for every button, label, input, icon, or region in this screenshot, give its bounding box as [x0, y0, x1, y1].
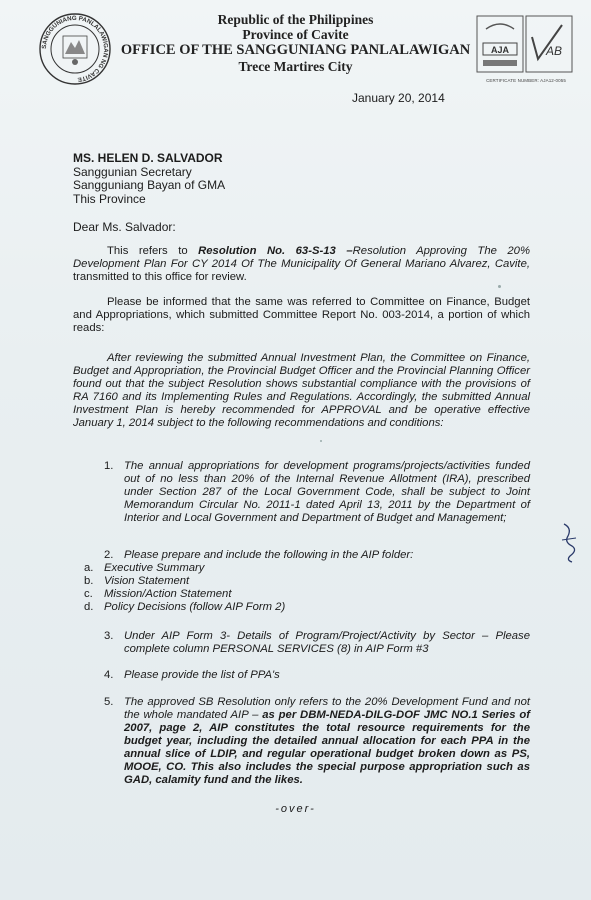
list-item-2	[84, 549, 530, 614]
list-item-1	[104, 460, 530, 525]
addressee-name: MS. HELEN D. SALVADOR	[73, 151, 223, 165]
certificate-number: CERTIFICATE NUMBER: AJA12-0055	[486, 78, 566, 83]
sub-item-text: Vision Statement	[104, 575, 190, 587]
handwritten-initial-icon	[558, 520, 582, 564]
item-number: 4.	[104, 669, 114, 681]
sub-item-text: Mission/Action Statement	[104, 588, 232, 600]
certification-logo-icon	[476, 15, 574, 75]
seal-text: SANGGUNIANG PANLALAWIGAN NG CAVITE	[40, 14, 110, 83]
letterhead-republic: Republic of the Philippines	[217, 12, 374, 27]
list-item-5	[104, 696, 530, 787]
item-2-text: Please prepare and include the following in the AIP folder:	[124, 549, 414, 561]
letterhead	[120, 12, 471, 74]
para2-text: Please be informed that the same was referred to Committee on Finance, Budget and Appropriations, which submitted Committee Report No. 003-2014, a portion of which reads:	[73, 296, 530, 334]
resolution-title: Resolution Approving The 20% Development Plan For CY 2014 Of The Municipality Of General Mariano Alvarez, Cavite,	[73, 245, 530, 270]
paragraph-reference	[73, 245, 530, 284]
letterhead-city: Trece Martires City	[238, 59, 353, 74]
item-number: 3.	[104, 630, 114, 642]
item-number: 1.	[104, 460, 114, 472]
page-over-footer: -over-	[275, 803, 316, 815]
para1-lead: This refers to	[107, 245, 199, 257]
letterhead-province: Province of Cavite	[242, 27, 349, 42]
addressee-title: Sanggunian Secretary	[73, 164, 192, 179]
paragraph-committee-report	[73, 352, 530, 430]
paper-speck	[498, 285, 501, 288]
paragraph-referral	[73, 296, 530, 335]
para1-tail: transmitted to this office for review.	[73, 271, 247, 283]
sub-letter: b.	[84, 575, 94, 587]
salutation: Dear Ms. Salvador:	[73, 220, 176, 234]
addressee-office: Sangguniang Bayan of GMA	[73, 178, 226, 192]
sub-letter: d.	[84, 601, 94, 613]
list-item-4	[104, 669, 530, 682]
addressee-block	[73, 152, 225, 206]
sub-letter: c.	[84, 588, 93, 600]
cert-ab: AB	[546, 44, 563, 58]
item-5-text-b: as per DBM-NEDA-DILG-DOF JMC NO.1 Series of 2007, page 2, AIP constitutes the total resource requirements for the budget year, including the detailed annual allocation for each PPA in the annual slice of LDIP, and regular operational budget broken down as PS, MOOE, CO. This also includes the special purpose appropriation such as GAD, calamity fund and the likes.	[124, 709, 530, 786]
item-3-text: Under AIP Form 3- Details of Program/Project/Activity by Sector – Please complete column PERSONAL SERVICES (8) in AIP Form #3	[124, 630, 530, 655]
item-5-text-a: The approved SB Resolution only refers to the 20% Development Fund and not the whole mandated AIP –	[124, 696, 530, 721]
sub-item-text: Policy Decisions (follow AIP Form 2)	[104, 601, 286, 613]
resolution-number: Resolution No. 63-S-13 –	[198, 245, 353, 257]
sub-letter: a.	[84, 562, 94, 574]
provincial-seal-icon	[38, 12, 112, 86]
item-number: 5.	[104, 696, 114, 708]
item-1-text: The annual appropriations for development programs/projects/activities funded out of no less than 20% of the Internal Revenue Allotment (IRA), prescribed under Section 287 of the Local Government Code, shall be subject to Joint Memorandum Circular No. 2011-1 dated April 13, 2011 by the Department of Interior and Local Government and Department of Budget and Management;	[124, 460, 530, 524]
addressee-place: This Province	[73, 191, 146, 206]
cert-aja: AJA	[490, 45, 510, 55]
paper-speck	[320, 440, 322, 442]
item-number: 2.	[104, 549, 114, 561]
para3-text: After reviewing the submitted Annual Investment Plan, the Committee on Finance, Budget and Appropriation, the Provincial Budget Officer and the Provincial Planning Officer found out that the subject Resolution shows substantial compliance with the provisions of RA 7160 and its Implementing Rules and Regulations. Accordingly, the submitted Annual Investment Plan is hereby recommended for APPROVAL and be operative effective January 1, 2014 subject to the following recommendations and conditions:	[73, 352, 530, 429]
letterhead-office: OFFICE OF THE SANGGUNIANG PANLALAWIGAN	[120, 42, 471, 58]
item-4-text: Please provide the list of PPA's	[124, 669, 280, 681]
letter-date: January 20, 2014	[352, 91, 445, 105]
list-item-3	[104, 630, 530, 656]
sub-item-text: Executive Summary	[104, 562, 205, 574]
